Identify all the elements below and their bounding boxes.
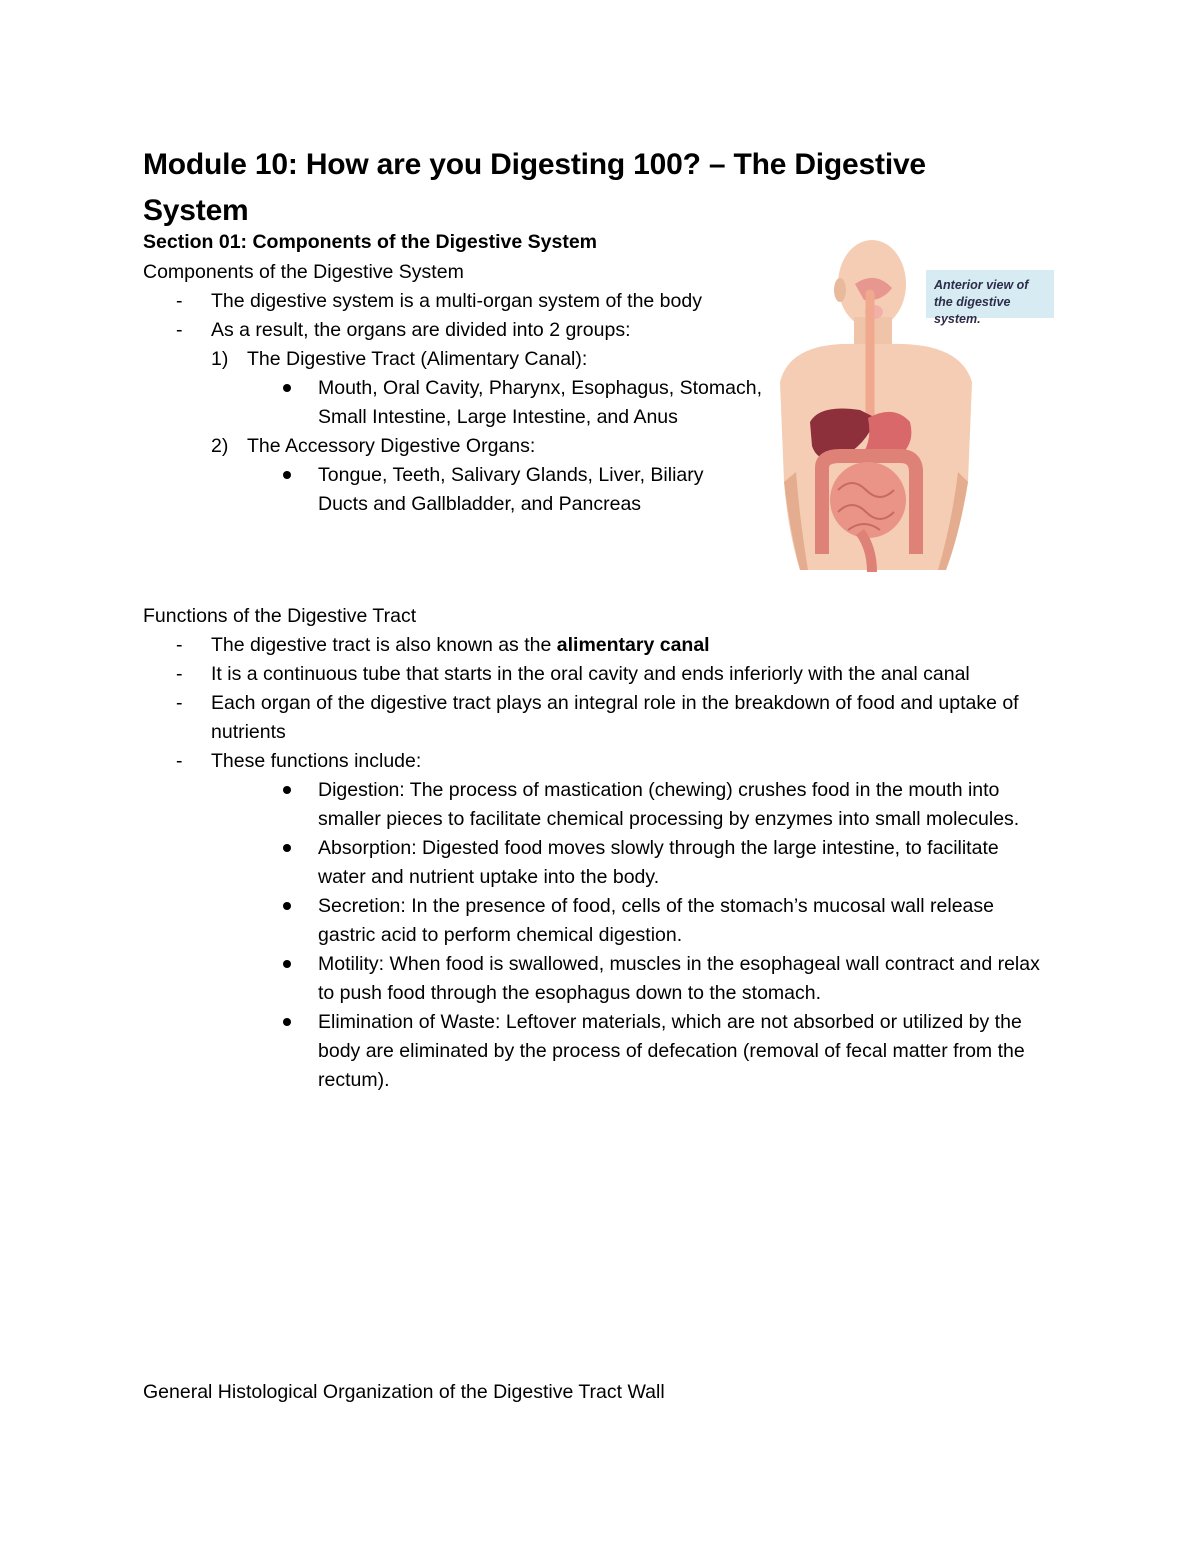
numbered-item-label: The Digestive Tract (Alimentary Canal):	[247, 348, 588, 370]
dash-marker: -	[176, 663, 183, 685]
dash-marker: -	[176, 692, 183, 714]
bullet-marker	[283, 384, 291, 392]
document-title: Module 10: How are you Digesting 100? – The Digestive System	[143, 148, 926, 227]
numbered-item	[143, 432, 768, 461]
bullet-marker	[283, 960, 291, 968]
bullet-marker	[283, 902, 291, 910]
functions-heading: Functions of the Digestive Tract	[143, 605, 417, 627]
bullet-marker	[283, 786, 291, 794]
list-item-text: It is a continuous tube that starts in the oral cavity and ends inferiorly with the anal canal	[211, 663, 970, 685]
bullet-marker	[283, 471, 291, 479]
bullet-item-text: Absorption: Digested food moves slowly through the large intestine, to facilitate water and nutrient uptake into the body.	[318, 837, 999, 888]
list-item	[143, 747, 1048, 776]
numbered-item	[143, 345, 768, 374]
bullet-item	[143, 1008, 1048, 1095]
next-section-heading: General Histological Organization of the Digestive Tract Wall	[143, 1381, 665, 1403]
components-block	[143, 258, 768, 519]
functions-block	[143, 602, 1048, 1095]
bullet-item	[143, 892, 1048, 950]
bullet-item	[143, 834, 1048, 892]
bullet-item	[143, 374, 768, 432]
list-item	[143, 631, 1048, 660]
small-intestine-shape	[830, 462, 906, 538]
dash-marker: -	[176, 750, 183, 772]
numbered-item-label: The Accessory Digestive Organs:	[247, 435, 536, 457]
bullet-item	[143, 776, 1048, 834]
dash-marker: -	[176, 319, 183, 341]
number-marker: 2)	[211, 435, 229, 457]
bullet-item-text: Digestion: The process of mastication (chewing) crushes food in the mouth into smaller pieces to facilitate chemical processing by enzymes into small molecules.	[318, 779, 1020, 830]
bullet-item-text: Tongue, Teeth, Salivary Glands, Liver, Biliary Ducts and Gallbladder, and Pancreas	[318, 464, 704, 515]
section-heading: Section 01: Components of the Digestive System	[143, 231, 598, 253]
list-item-text: As a result, the organs are divided into 2 groups:	[211, 319, 631, 341]
list-item-text: The digestive system is a multi-organ system of the body	[211, 290, 702, 312]
list-item	[143, 689, 1048, 747]
bullet-item-text: Motility: When food is swallowed, muscles in the esophageal wall contract and relax to push food through the esophagus down to the stomach.	[318, 953, 1040, 1004]
list-item	[143, 660, 1048, 689]
list-item-text: Each organ of the digestive tract plays an integral role in the breakdown of food and uptake of nutrients	[211, 692, 1019, 743]
bullet-item-text: Elimination of Waste: Leftover materials, which are not absorbed or utilized by the body are eliminated by the process of defecation (removal of fecal matter from the rectum).	[318, 1011, 1025, 1091]
dash-marker: -	[176, 290, 183, 312]
number-marker: 1)	[211, 348, 229, 370]
dash-marker: -	[176, 634, 183, 656]
list-item-text: These functions include:	[211, 750, 422, 772]
bullet-item	[143, 950, 1048, 1008]
ear-shape	[834, 278, 846, 302]
bullet-item-text: Secretion: In the presence of food, cells of the stomach’s mucosal wall release gastric acid to perform chemical digestion.	[318, 895, 994, 946]
list-item	[143, 287, 768, 316]
bullet-item	[143, 461, 768, 519]
bullet-marker	[283, 844, 291, 852]
components-heading: Components of the Digestive System	[143, 261, 464, 283]
figure-caption: Anterior view of the digestive system.	[926, 270, 1054, 318]
list-item	[143, 316, 768, 345]
alimentary-canal-term: alimentary canal	[556, 634, 710, 656]
list-item-text: The digestive tract is also known as the	[211, 634, 557, 656]
bullet-item-text: Mouth, Oral Cavity, Pharynx, Esophagus, Stomach, Small Intestine, Large Intestine, and Anus	[318, 377, 763, 428]
bullet-marker	[283, 1018, 291, 1026]
